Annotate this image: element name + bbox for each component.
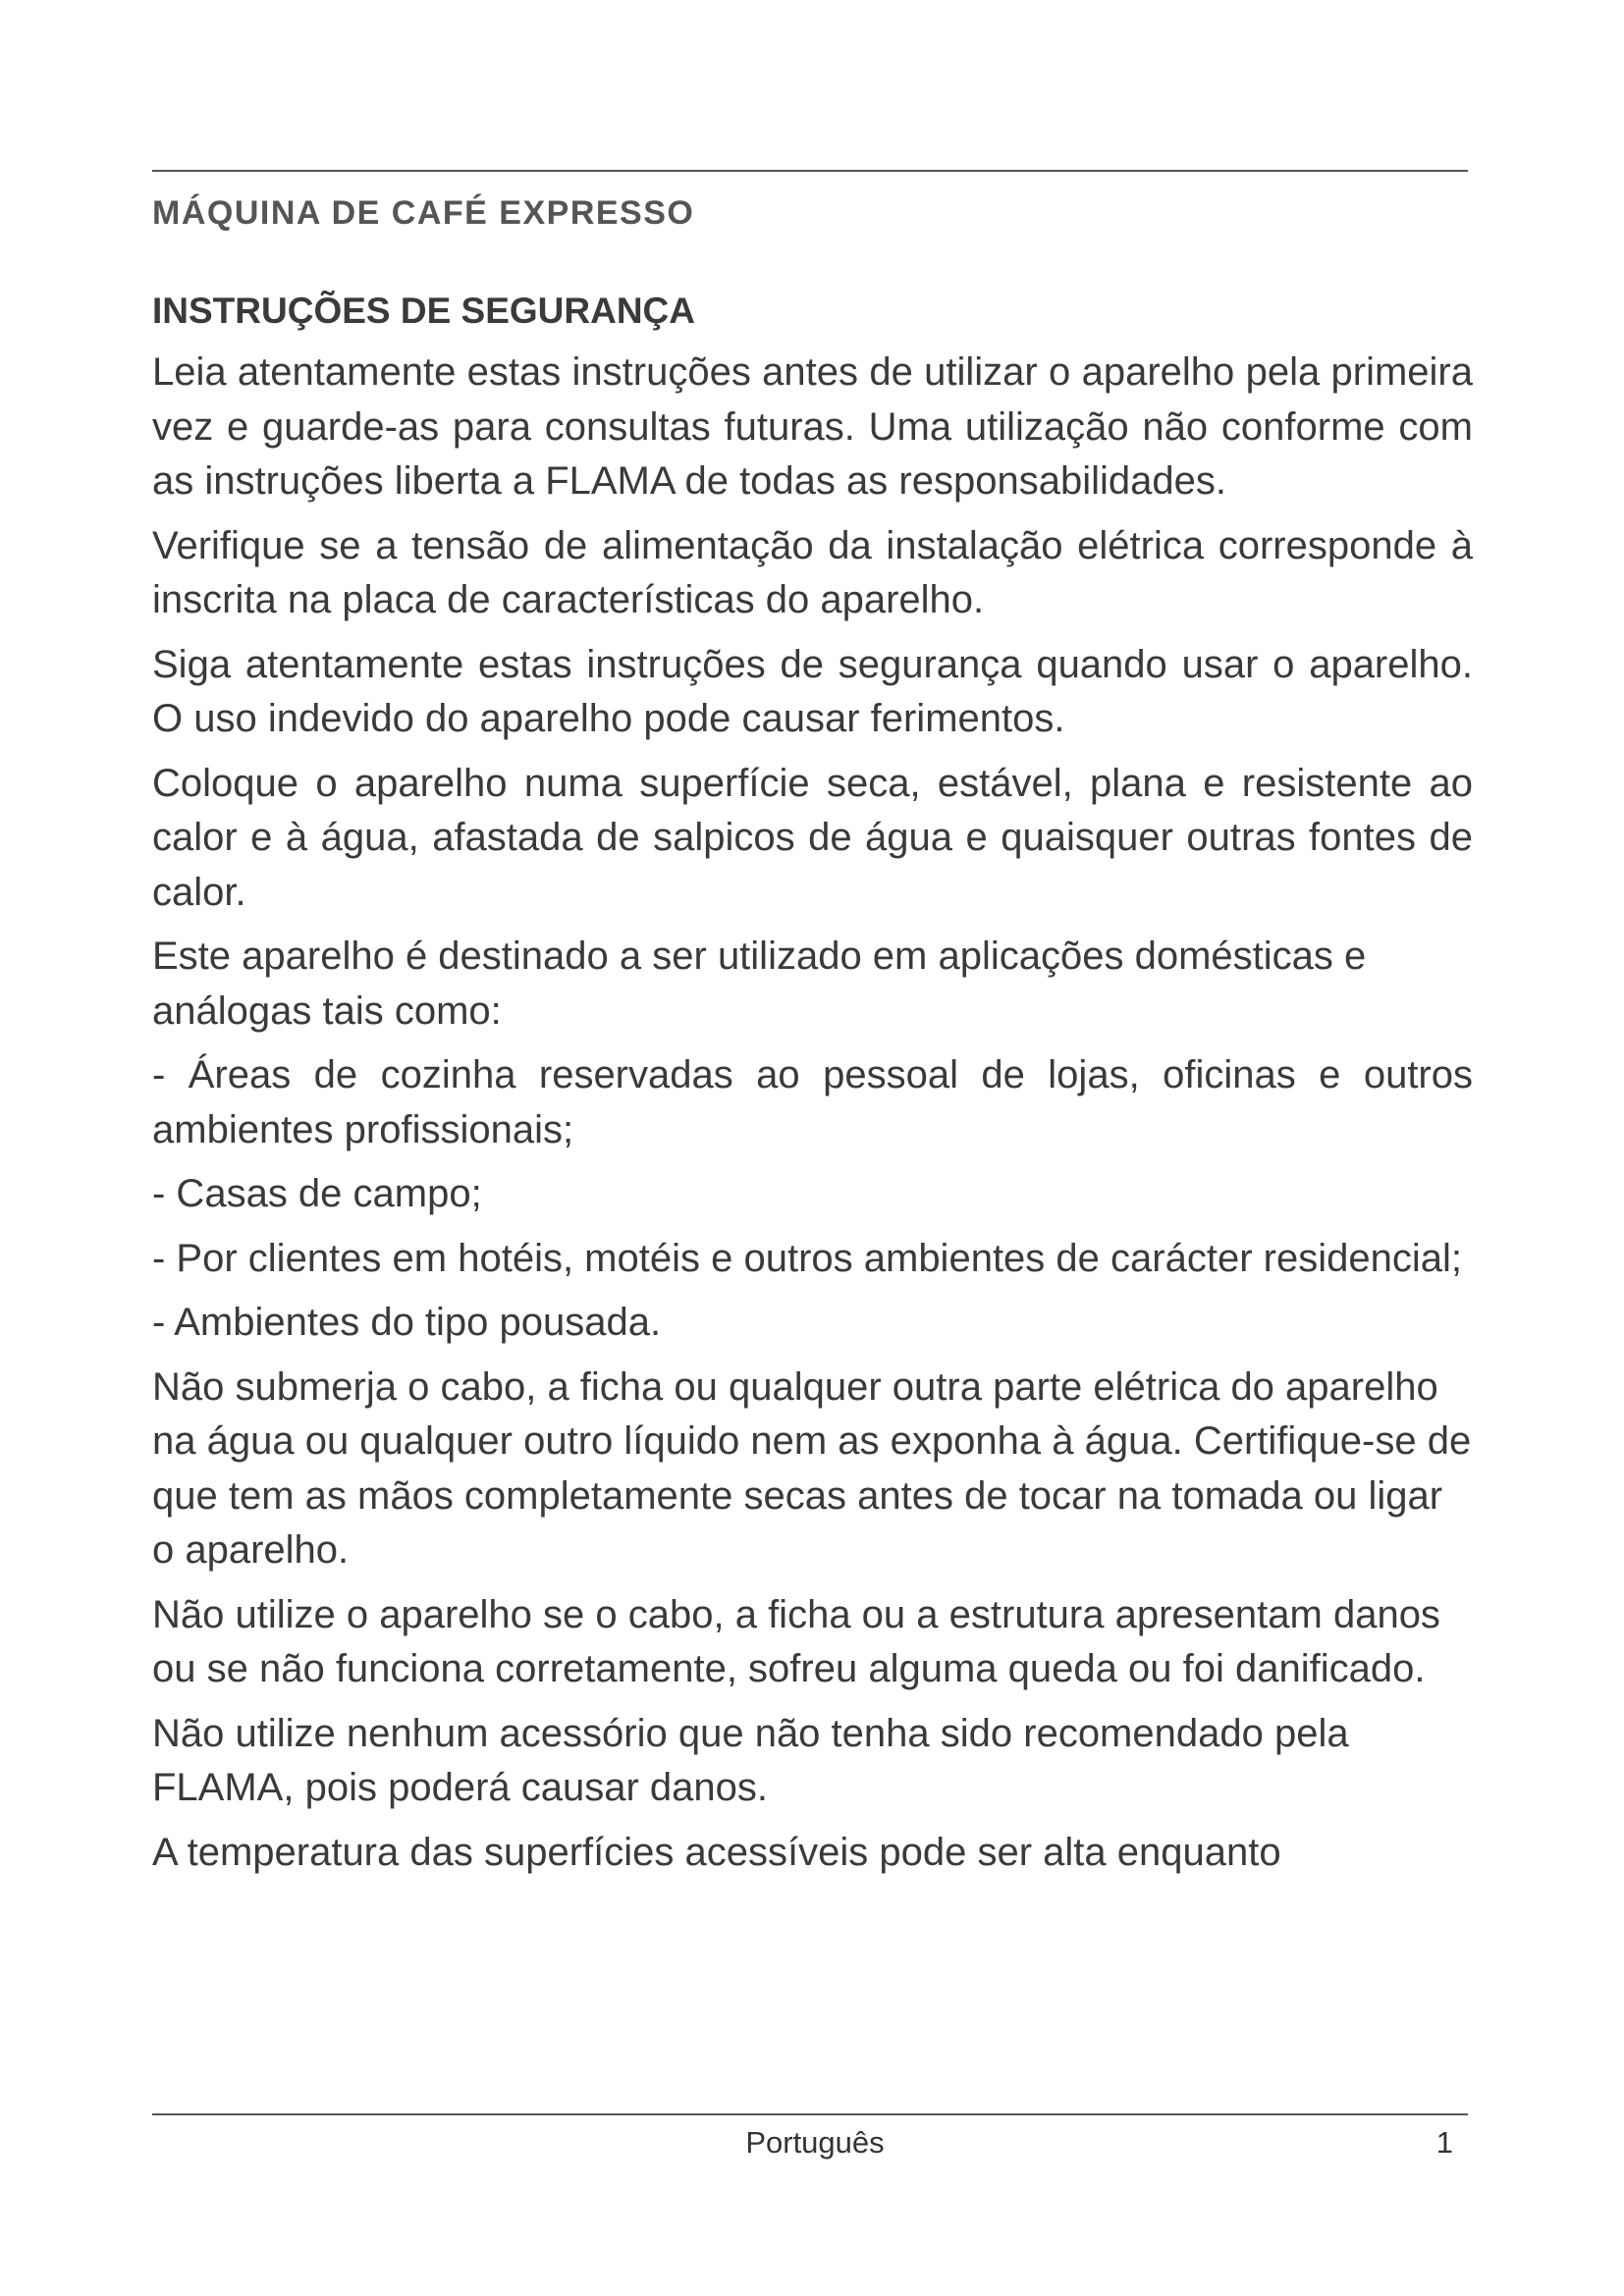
paragraph-damaged-appliance: Não utilize o aparelho se o cabo, a ficha ou a estrutura apresentam danos ou se não funciona corretamente, sofreu alguma queda ou foi danificado. — [152, 1592, 1440, 1690]
paragraph-follow-safety: Siga atentamente estas instruções de segurança quando usar o aparelho. O uso indevido do aparelho pode causar ferimentos. — [152, 642, 1473, 740]
paragraph-do-not-submerge: Não submerja o cabo, a ficha ou qualquer outra parte elétrica do aparelho na água ou qualquer outro líquido nem as exponha à água. Certifique-se de que tem as mãos completamente secas antes de tocar na tomada ou ligar o aparelho. — [152, 1364, 1472, 1572]
paragraph-accessories: Não utilize nenhum acessório que não tenha sido recomendado pela FLAMA, pois poderá causar danos. — [152, 1711, 1349, 1809]
document-header-title: MÁQUINA DE CAFÉ EXPRESSO — [152, 194, 695, 232]
page-number: 1 — [1435, 2125, 1453, 2160]
footer-language: Português — [745, 2125, 885, 2160]
header-rule — [152, 170, 1468, 172]
list-item-guesthouses: - Ambientes do tipo pousada. — [152, 1301, 662, 1344]
paragraph-check-voltage: Verifique se a tensão de alimentação da instalação elétrica corresponde à inscrita na placa de características do aparelho. — [152, 523, 1473, 621]
section-title: INSTRUÇÕES DE SEGURANÇA — [152, 291, 695, 331]
paragraph-read-instructions: Leia atentamente estas instruções antes de utilizar o aparelho pela primeira vez e guarde-as para consultas futuras. Uma utilização não conforme com as instruções liberta a FLAMA de todas as responsabilidades. — [152, 350, 1473, 503]
footer-rule — [152, 2113, 1468, 2115]
paragraph-placement: Coloque o aparelho numa superfície seca, estável, plana e resistente ao calor e à água, afastada de salpicos de água e quaisquer outras fontes de calor. — [152, 761, 1473, 914]
paragraph-surface-temperature: A temperatura das superfícies acessíveis pode ser alta enquanto — [152, 1830, 1281, 1874]
main-content — [152, 291, 1473, 1890]
list-item-country-houses: - Casas de campo; — [152, 1172, 482, 1215]
list-item-hotels: - Por clientes em hotéis, motéis e outros ambientes de carácter residencial; — [152, 1236, 1462, 1280]
list-item-kitchen-areas: - Áreas de cozinha reservadas ao pessoal de lojas, oficinas e outros ambientes profissionais; — [152, 1053, 1473, 1151]
paragraph-domestic-use: Este aparelho é destinado a ser utilizado em aplicações domésticas e análogas tais como: — [152, 934, 1367, 1033]
